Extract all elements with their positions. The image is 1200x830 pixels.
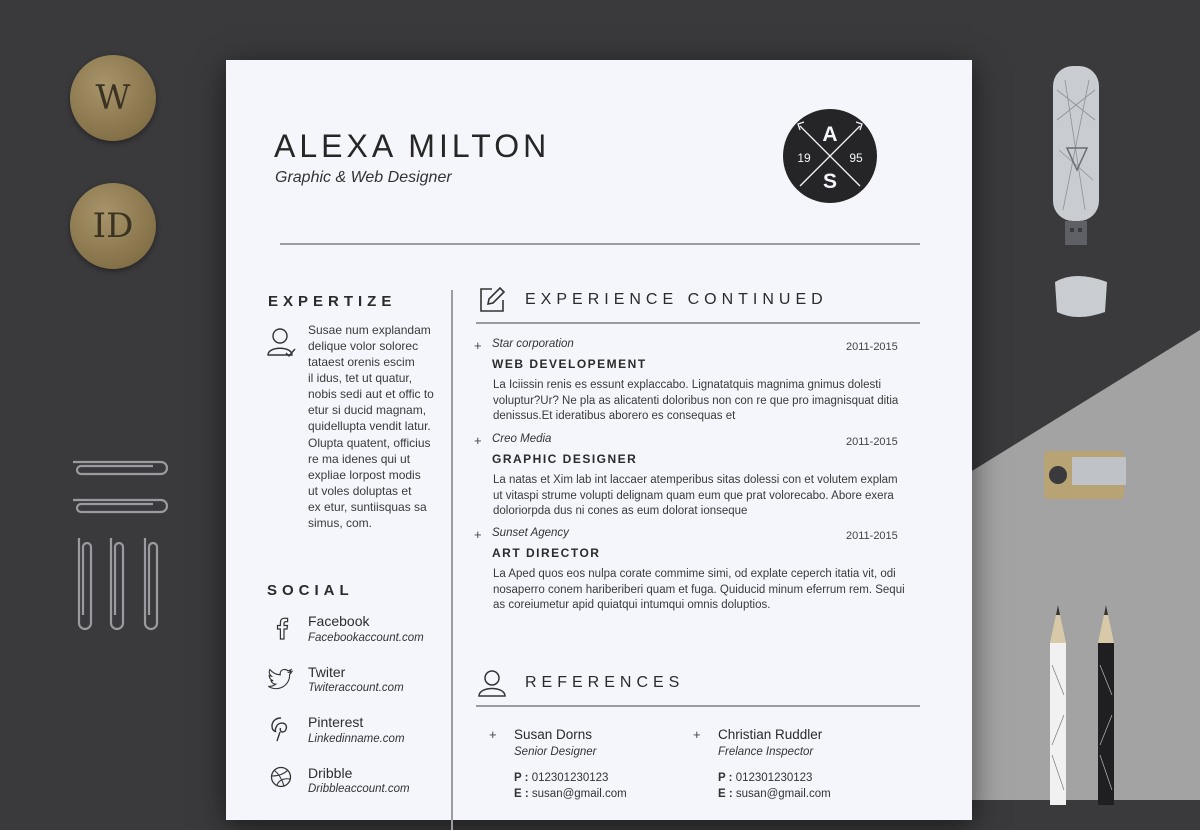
expertize-para2-line: ut voles doluptas et [308, 484, 412, 498]
header-divider [280, 243, 920, 245]
email-value[interactable]: susan@gmail.com [735, 788, 831, 800]
references-divider [476, 705, 920, 707]
expertize-para1-line: tataest orenis escim [308, 355, 415, 369]
social-pinterest-account[interactable]: Linkedinname.com [308, 733, 405, 745]
expertize-para1-line: nobis sedi aut et offic to [308, 387, 434, 401]
phone-value[interactable]: 012301230123 [735, 772, 813, 784]
twitter-icon [268, 668, 294, 690]
facebook-icon [273, 616, 291, 640]
reference-name: Christian Ruddler [718, 727, 823, 742]
email-label: E : [718, 788, 733, 800]
social-facebook-account[interactable]: Facebookaccount.com [308, 632, 424, 644]
reference-email [718, 788, 831, 800]
job-description-line: denissus.Et ideratibus aborero es consequas et [493, 410, 736, 422]
job-bullet: + [474, 433, 482, 448]
expertize-para2-line: re ma idenes qui ut [308, 452, 411, 466]
reference-email [514, 788, 627, 800]
phone-label: P : [514, 772, 529, 784]
social-twitter-name: Twiter [308, 664, 346, 680]
phone-value[interactable]: 012301230123 [531, 772, 609, 784]
social-pinterest-name: Pinterest [308, 714, 364, 730]
social-facebook-name: Facebook [308, 613, 370, 629]
job-description-line: as coreiumetur apid quiatqui intumqui omnis doluptios. [493, 599, 771, 611]
user-icon [477, 668, 507, 698]
reference-bullet: + [489, 727, 497, 742]
monogram-left: 19 [797, 151, 811, 165]
reference-name: Susan Dorns [514, 727, 593, 742]
phone-label: P : [718, 772, 733, 784]
job-description-line: nosaperro conem hariberiberi quam et fuga. Quiducid minum eferrum rem. Sequi [493, 583, 905, 596]
resume-name: ALEXA MILTON [274, 128, 551, 164]
experience-divider [476, 322, 920, 324]
job-description-line: La Aped quos eos nulpa corate commime simi, od explate ceperch itatia vit, odi [493, 568, 896, 580]
job-description [493, 473, 923, 520]
monogram-logo [782, 108, 878, 204]
job-bullet: + [474, 338, 482, 353]
expertize-title: EXPERTIZE [268, 293, 397, 310]
social-dribbble-name: Dribble [308, 765, 353, 781]
indesign-badge: ID [70, 183, 156, 269]
email-value[interactable]: susan@gmail.com [531, 788, 627, 800]
job-description-line: doloriorpda dus ni cones as eum dolorat ionseque [493, 505, 748, 517]
paperclips-icon [65, 455, 175, 635]
job-description [493, 567, 923, 614]
job-bullet: + [474, 527, 482, 542]
user-check-icon [267, 326, 297, 358]
job-description-line: La natas et Xim lab int laccaer atemperibus sitas dolessi con et volutem explam [493, 474, 898, 486]
pinterest-icon [270, 716, 292, 742]
reference-phone [514, 772, 608, 784]
job-description-line: La Iciissin renis es essunt explaccabo. Lignatatquis magnima gnimus dolesti [493, 379, 882, 391]
expertize-para1-line: delique volor solorec [308, 339, 419, 353]
expertize-para1-line: etur si ducid magnam, [308, 403, 427, 417]
resume-page [226, 60, 972, 820]
pencil-white-icon [1046, 605, 1070, 805]
job-years: 2011-2015 [846, 436, 898, 448]
social-title: SOCIAL [267, 582, 354, 599]
pencil-black-icon [1094, 605, 1118, 805]
resume-role: Graphic & Web Designer [275, 169, 452, 186]
job-company: Star corporation [492, 338, 574, 350]
reference-phone [718, 772, 812, 784]
job-years: 2011-2015 [846, 341, 898, 353]
edit-icon [478, 286, 506, 314]
reference-bullet: + [693, 727, 701, 742]
job-company: Creo Media [492, 433, 552, 445]
usb-drive-icon [1045, 60, 1125, 330]
social-twitter-account[interactable]: Twiteraccount.com [308, 682, 404, 694]
job-title: ART DIRECTOR [492, 546, 601, 560]
job-company: Sunset Agency [492, 527, 569, 539]
monogram-top: A [822, 123, 838, 146]
expertize-para1-line: Susae num explandam [308, 323, 431, 337]
social-dribbble-account[interactable]: Dribbleaccount.com [308, 783, 410, 795]
job-title: WEB DEVELOPEMENT [492, 357, 647, 371]
reference-title: Senior Designer [514, 746, 597, 758]
job-title: GRAPHIC DESIGNER [492, 452, 638, 466]
expertize-paragraph-2 [308, 435, 431, 531]
expertize-para2-line: expliae lorpost modis [308, 468, 421, 482]
job-description-line: voluptur?Ur? Ne pla as alicatenti doloribus non con re que pro imagnisquat ditia [493, 394, 899, 407]
column-divider [451, 290, 453, 830]
expertize-para2-line: ex etur, suntiisquas sa [308, 500, 427, 514]
monogram-right: 95 [849, 151, 863, 165]
dribbble-icon [270, 766, 292, 788]
word-badge: W [70, 55, 156, 141]
expertize-para1-line: il idus, tet ut quatur, [308, 371, 413, 385]
expertize-para2-line: simus, com. [308, 516, 373, 530]
expertize-para2-line: Olupta quatent, officius [308, 436, 431, 450]
job-years: 2011-2015 [846, 530, 898, 542]
expertize-paragraph-1 [308, 322, 434, 434]
monogram-bottom: S [822, 170, 838, 193]
sharpener-icon [1040, 445, 1130, 505]
email-label: E : [514, 788, 529, 800]
reference-title: Frelance Inspector [718, 746, 814, 758]
expertize-para1-line: quidellupta vendit latur. [308, 419, 431, 433]
references-title: REFERENCES [525, 674, 685, 691]
experience-title: EXPERIENCE CONTINUED [525, 291, 828, 308]
job-description-line: ut vitaspi strume volupti delignam quam eum que prat volorecabo. Abore exera [493, 489, 894, 502]
job-description [493, 378, 923, 425]
